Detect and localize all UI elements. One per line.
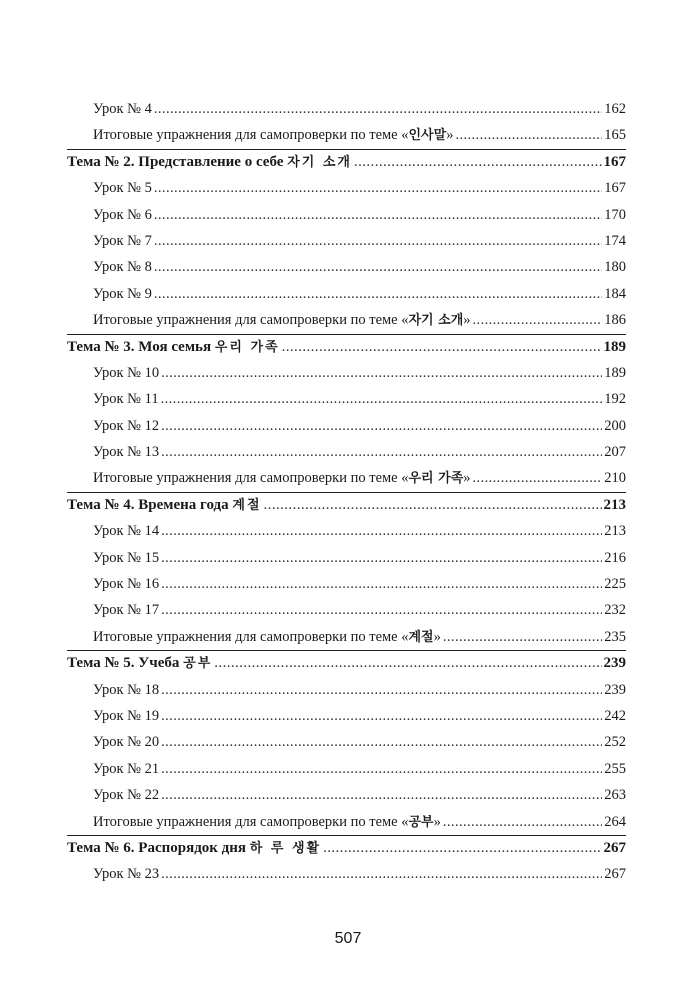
toc-lesson-row — [0, 439, 696, 465]
dot-leader — [264, 492, 602, 518]
toc-theme-row — [0, 650, 696, 676]
toc-entry-korean-text: 자기 소개 — [287, 154, 352, 170]
toc-entry-title-text: Урок № 21 — [93, 760, 160, 777]
toc-entry-title-text: Урок № 17 — [93, 602, 160, 619]
toc-lesson-row — [0, 703, 696, 729]
toc-entry-korean-text: 하 루 생활 — [249, 840, 322, 856]
toc-entry-title — [93, 782, 159, 808]
toc-entry-page: 207 — [604, 444, 626, 461]
toc-entry-title-text: Итоговые упражнения для самопроверки по теме « — [93, 312, 409, 329]
toc-entry-title-text: Урок № 4 — [93, 101, 152, 117]
toc-entry-closing-quote: » — [463, 470, 471, 487]
toc-summary-row — [0, 122, 696, 148]
toc-entry-page: 213 — [603, 496, 626, 513]
toc-entry-title — [93, 254, 152, 280]
toc-entry-title — [93, 677, 159, 703]
toc-entry-title-text: Урок № 10 — [93, 364, 160, 381]
toc-entry-title-text: Итоговые упражнения для самопроверки по теме « — [93, 127, 409, 144]
toc-entry-title-text: Урок № 14 — [93, 523, 160, 540]
dot-leader — [161, 518, 602, 544]
toc-entry-page: 235 — [604, 628, 626, 645]
toc-entry-title-text: Тема № 3. Моя семья — [67, 338, 212, 355]
toc-entry-page: 186 — [604, 312, 626, 329]
toc-entry-page: 189 — [603, 338, 626, 355]
dot-leader — [354, 149, 602, 175]
toc-entry-title-text: Итоговые упражнения для самопроверки по теме « — [93, 470, 409, 487]
toc-entry-page: 174 — [604, 232, 626, 249]
toc-entry-title — [93, 307, 471, 334]
dot-leader — [154, 254, 602, 280]
toc-lesson-row — [0, 756, 696, 782]
toc-entry-title — [93, 175, 152, 201]
toc-entry-page: 252 — [604, 734, 626, 751]
table-of-contents — [0, 96, 696, 888]
toc-lesson-row — [0, 413, 696, 439]
toc-entry-title — [93, 360, 159, 386]
toc-entry-title — [93, 281, 152, 307]
dot-leader — [161, 571, 602, 597]
toc-entry-page: 165 — [604, 127, 626, 144]
toc-lesson-row — [0, 254, 696, 280]
toc-entry-page: 184 — [604, 285, 626, 302]
toc-lesson-row — [0, 677, 696, 703]
toc-entry-title — [67, 149, 352, 176]
toc-theme-row — [0, 334, 696, 360]
dot-leader — [323, 835, 601, 861]
toc-entry-title-text: Урок № 5 — [93, 180, 152, 197]
toc-entry-title — [67, 835, 321, 862]
dot-leader — [473, 307, 603, 333]
toc-entry-title — [67, 492, 262, 519]
toc-entry-title-text: Урок № 19 — [93, 707, 160, 724]
toc-entry-title-text: Урок № 18 — [93, 681, 160, 698]
toc-entry-title — [93, 386, 159, 412]
toc-lesson-row — [0, 386, 696, 412]
toc-entry-title — [67, 334, 280, 361]
dot-leader — [161, 545, 602, 571]
toc-entry-page: 255 — [604, 760, 626, 777]
toc-entry-page: 180 — [604, 259, 626, 276]
dot-leader — [161, 360, 602, 386]
toc-entry-title — [93, 597, 159, 623]
toc-entry-closing-quote: » — [433, 628, 441, 645]
dot-leader — [154, 228, 602, 254]
toc-entry-korean-text: 공부 — [183, 656, 213, 672]
toc-entry-title-text: Урок № 11 — [93, 391, 159, 408]
toc-entry-title-text: Урок № 8 — [93, 259, 152, 276]
toc-entry-page: 239 — [603, 655, 626, 672]
toc-lesson-row — [0, 729, 696, 755]
toc-theme-row — [0, 149, 696, 175]
toc-entry-korean-text: 우리 가족 — [408, 471, 464, 487]
toc-entry-page: 162 — [604, 101, 626, 117]
toc-entry-korean-text: 계절 — [232, 497, 262, 513]
toc-entry-title — [93, 861, 159, 887]
toc-entry-page: 170 — [604, 206, 626, 223]
toc-summary-row — [0, 809, 696, 835]
toc-entry-title-text: Тема № 2. Представление о себе — [67, 153, 284, 170]
toc-summary-row — [0, 465, 696, 491]
dot-leader — [282, 334, 602, 360]
toc-entry-title — [93, 518, 159, 544]
dot-leader — [161, 756, 602, 782]
toc-entry-title-text: Тема № 6. Распорядок дня — [67, 839, 247, 856]
toc-theme-row — [0, 835, 696, 861]
toc-entry-title-text: Тема № 5. Учеба — [67, 655, 180, 672]
toc-entry-title-text: Урок № 23 — [93, 866, 160, 883]
dot-leader — [443, 809, 602, 835]
toc-lesson-row — [0, 360, 696, 386]
toc-entry-title-text: Урок № 12 — [93, 417, 160, 434]
toc-lesson-row — [0, 518, 696, 544]
toc-entry-title-text: Урок № 22 — [93, 787, 160, 804]
toc-entry-closing-quote: » — [446, 127, 454, 144]
page-number: 507 — [334, 930, 362, 947]
toc-entry-title — [93, 571, 159, 597]
toc-entry-page: 267 — [603, 839, 626, 856]
toc-lesson-row — [0, 96, 696, 122]
dot-leader — [154, 281, 602, 307]
toc-entry-title — [93, 413, 159, 439]
toc-lesson-row — [0, 175, 696, 201]
toc-lesson-row — [0, 597, 696, 623]
toc-entry-title-text: Итоговые упражнения для самопроверки по теме « — [93, 813, 409, 830]
toc-entry-title — [93, 809, 441, 836]
toc-entry-page: 239 — [604, 681, 626, 698]
toc-entry-title — [93, 729, 159, 755]
toc-entry-title-text: Урок № 7 — [93, 232, 152, 249]
toc-entry-page: 232 — [604, 602, 626, 619]
toc-entry-title — [93, 122, 453, 149]
toc-entry-korean-text: 계절 — [408, 629, 434, 645]
toc-lesson-row — [0, 861, 696, 887]
toc-lesson-row — [0, 545, 696, 571]
dot-leader — [214, 650, 601, 676]
toc-entry-title-text: Урок № 13 — [93, 444, 160, 461]
dot-leader — [455, 122, 602, 148]
toc-lesson-row — [0, 281, 696, 307]
dot-leader — [161, 782, 602, 808]
dot-leader — [161, 703, 602, 729]
toc-entry-page: 189 — [604, 364, 626, 381]
dot-leader — [161, 677, 602, 703]
dot-leader — [161, 729, 602, 755]
toc-entry-closing-quote: » — [463, 312, 471, 329]
toc-entry-title — [67, 650, 212, 677]
toc-summary-row — [0, 307, 696, 333]
toc-entry-title — [93, 228, 152, 254]
toc-entry-title — [93, 756, 159, 782]
dot-leader — [161, 861, 602, 887]
dot-leader — [161, 386, 603, 412]
toc-entry-page: 264 — [604, 813, 626, 830]
toc-entry-title-text: Урок № 20 — [93, 734, 160, 751]
toc-entry-page: 225 — [604, 576, 626, 593]
toc-entry-title — [93, 96, 152, 122]
toc-entry-page: 167 — [603, 153, 626, 170]
toc-entry-page: 263 — [604, 787, 626, 804]
toc-entry-page: 200 — [604, 417, 626, 434]
toc-entry-title — [93, 465, 471, 492]
toc-entry-title-text: Урок № 9 — [93, 285, 152, 302]
dot-leader — [154, 175, 602, 201]
toc-entry-title-text: Урок № 6 — [93, 206, 152, 223]
dot-leader — [161, 439, 602, 465]
toc-lesson-row — [0, 782, 696, 808]
toc-entry-title-text: Итоговые упражнения для самопроверки по теме « — [93, 628, 409, 645]
toc-entry-title — [93, 624, 441, 651]
toc-lesson-row — [0, 571, 696, 597]
toc-entry-korean-text: 우리 가족 — [214, 339, 280, 355]
toc-entry-page: 216 — [604, 549, 626, 566]
dot-leader — [473, 465, 603, 491]
toc-entry-closing-quote: » — [433, 813, 441, 830]
toc-entry-title-text: Тема № 4. Времена года — [67, 496, 229, 513]
toc-theme-row — [0, 492, 696, 518]
toc-entry-title — [93, 545, 159, 571]
toc-entry-page: 210 — [604, 470, 626, 487]
toc-entry-title-text: Урок № 15 — [93, 549, 160, 566]
dot-leader — [161, 413, 602, 439]
toc-entry-page: 213 — [604, 523, 626, 540]
toc-entry-title — [93, 703, 159, 729]
toc-summary-row — [0, 624, 696, 650]
toc-entry-page: 192 — [604, 391, 626, 408]
toc-lesson-row — [0, 228, 696, 254]
toc-entry-page: 267 — [604, 866, 626, 883]
dot-leader — [161, 597, 602, 623]
toc-entry-korean-text: 자기 소개 — [408, 313, 464, 329]
toc-lesson-row — [0, 202, 696, 228]
toc-entry-title — [93, 202, 152, 228]
dot-leader — [154, 96, 602, 122]
toc-entry-page: 167 — [604, 180, 626, 197]
toc-entry-title — [93, 439, 159, 465]
toc-entry-korean-text: 인사말 — [408, 128, 447, 144]
toc-entry-korean-text: 공부 — [408, 814, 434, 830]
dot-leader — [443, 624, 602, 650]
toc-entry-page: 242 — [604, 707, 626, 724]
toc-entry-title-text: Урок № 16 — [93, 576, 160, 593]
dot-leader — [154, 202, 602, 228]
